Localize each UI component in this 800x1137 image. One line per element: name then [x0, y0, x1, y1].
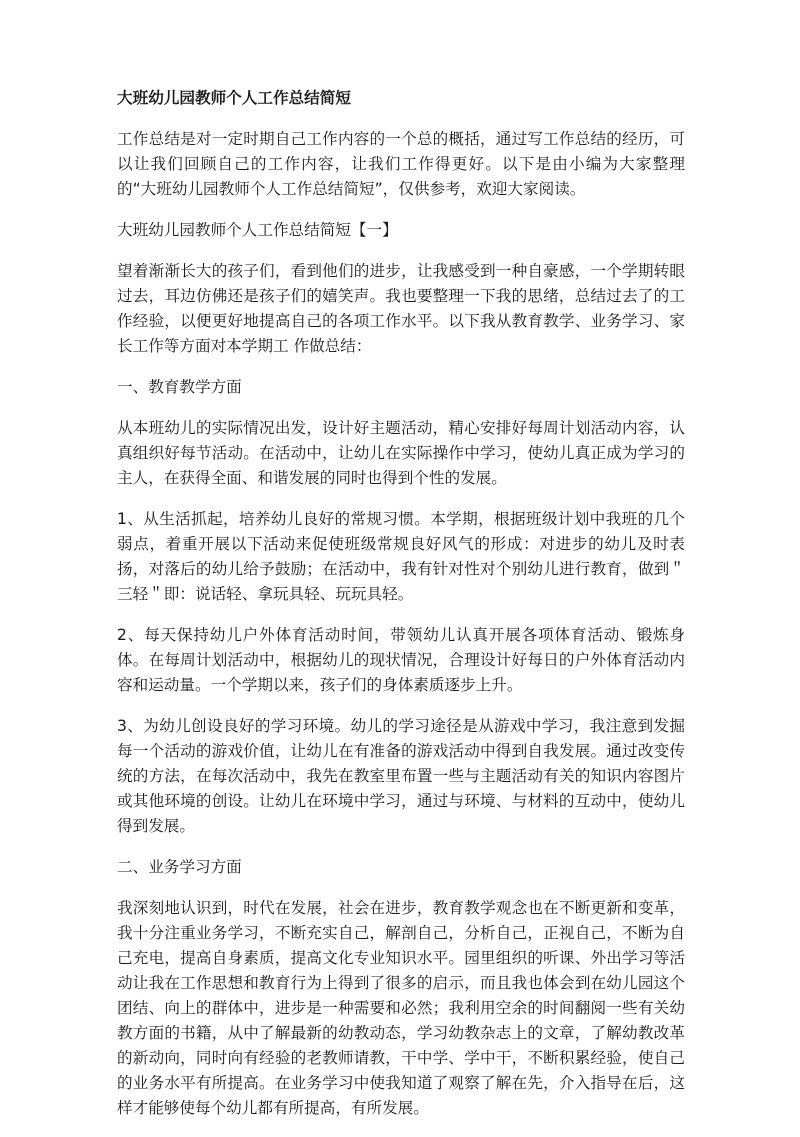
section-title: 大班幼儿园教师个人工作总结简短【一】: [117, 221, 398, 239]
document-title: 大班幼儿园教师个人工作总结简短: [117, 89, 351, 107]
document-page: [117, 86, 685, 1137]
paragraph-item-1: 1、从生活抓起，培养幼儿良好的常规习惯。本学期，根据班级计划中我班的几个弱点，着重开展以下活动来促使班级常规良好风气的形成：对进步的幼儿及时表扬，对落后的幼儿给予鼓励；在活动中，我有针对性对个别幼儿进行教育，做到＂三轻＂即：说话轻、拿玩具轻、玩玩具轻。: [117, 510, 685, 603]
heading-teaching: 一、教育教学方面: [117, 378, 242, 396]
paragraph-study: 我深刻地认识到，时代在发展，社会在进步，教育教学观念也在不断更新和变革，我十分注重业务学习，不断充实自己，解剖自己，分析自己，正视自己，不断为自己充电，提高自身素质，提高文化专业知识水平。园里组织的听课、外出学习等活动让我在工作思想和教育行为上得到了很多的启示，而且我也体会到在幼儿园这个团结、向上的群体中，进步是一种需要和必然；我利用空余的时间翻阅一些有关幼教方面的书籍，从中了解最新的幼教动态，学习幼教杂志上的文章，了解幼教改革的新动向，同时向有经验的老教师请教，干中学、学中干，不断积累经验，使自己的业务水平有所提高。在业务学习中使我知道了观察了解在先，介入指导在后，这样才能够使每个幼儿都有所提高，有所发展。: [117, 899, 685, 1117]
paragraph-opening: 望着渐渐长大的孩子们，看到他们的进步，让我感受到一种自豪感，一个学期转眼过去，耳边仿佛还是孩子们的嬉笑声。我也要整理一下我的思绪，总结过去了的工作经验，以便更好地提高自己的各项工作水平。以下我从教育教学、业务学习、家长工作等方面对本学期工 作做总结：: [117, 262, 685, 355]
heading-study: 二、业务学习方面: [117, 858, 242, 876]
paragraph-teaching-overview: 从本班幼儿的实际情况出发，设计好主题活动，精心安排好每周计划活动内容，认真组织好每节活动。在活动中，让幼儿在实际操作中学习，使幼儿真正成为学习的主人，在获得全面、和谐发展的同时也得到个性的发展。: [117, 419, 685, 487]
intro-paragraph: 工作总结是对一定时期自己工作内容的一个总的概括，通过写工作总结的经历，可以让我们回顾自己的工作内容，让我们工作得更好。以下是由小编为大家整理的“大班幼儿园教师个人工作总结简短”，仅供参考，欢迎大家阅读。: [117, 130, 685, 198]
paragraph-item-3: 3、为幼儿创设良好的学习环境。幼儿的学习途径是从游戏中学习，我注意到发掘每一个活动的游戏价值，让幼儿在有准备的游戏活动中得到自我发展。通过改变传统的方法，在每次活动中，我先在教室里布置一些与主题活动有关的知识内容图片或其他环境的创设。让幼儿在环境中学习，通过与环境、与材料的互动中，使幼儿得到发展。: [117, 717, 685, 835]
paragraph-item-2: 2、每天保持幼儿户外体育活动时间，带领幼儿认真开展各项体育活动、锻炼身体。在每周计划活动中，根据幼儿的现状情况，合理设计好每日的户外体育活动内容和运动量。一个学期以来，孩子们的身体素质逐步上升。: [117, 626, 685, 694]
